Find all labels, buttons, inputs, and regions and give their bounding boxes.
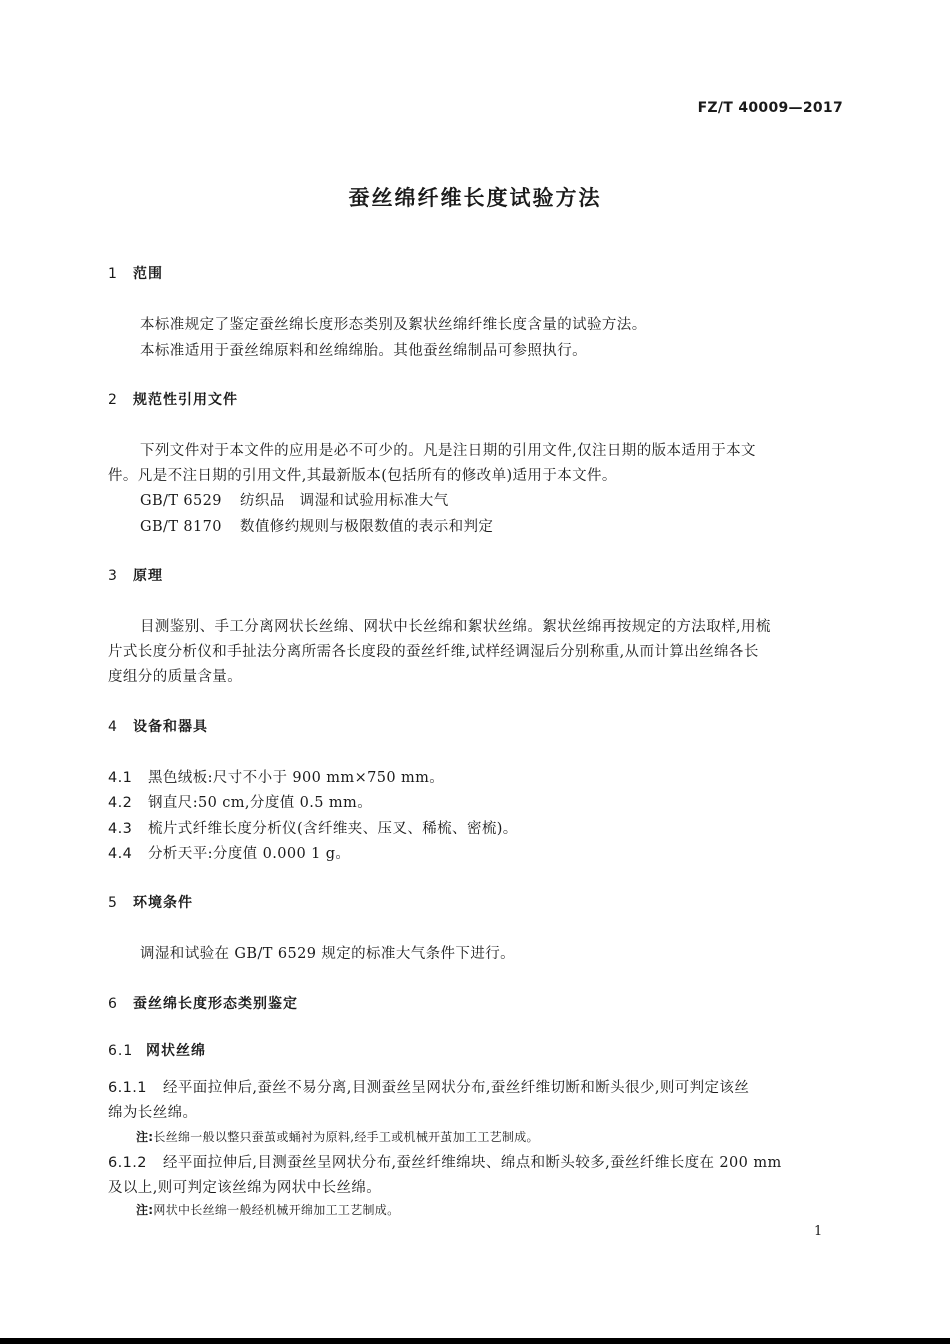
clause-line [108, 1151, 782, 1172]
section-title: 原理 [133, 568, 163, 584]
clause-line: 绵为长丝绵。 [108, 1105, 198, 1121]
item-number: 4.3 [108, 821, 133, 837]
normative-reference [140, 489, 449, 510]
paragraph-line: 片式长度分析仪和手扯法分离所需各长度段的蚕丝纤维,试样经调湿后分别称重,从而计算出丝绵各长 [108, 644, 759, 660]
section-title: 规范性引用文件 [133, 392, 238, 408]
clause-number: 6.1.1 [108, 1080, 147, 1096]
section-number: 6 [108, 996, 118, 1012]
item-number: 4.1 [108, 770, 133, 786]
section-number: 1 [108, 266, 118, 282]
subsection-title: 网状丝绵 [146, 1043, 206, 1059]
section-3-heading [108, 565, 163, 585]
reference-title: 纺织品 调湿和试验用标准大气 [240, 493, 449, 509]
reference-code: GB/T 8170 [140, 519, 222, 535]
normative-reference [140, 515, 493, 536]
page-bottom-border [0, 1338, 950, 1344]
reference-code: GB/T 6529 [140, 493, 222, 509]
page-number: 1 [814, 1224, 823, 1239]
paragraph-line: 目测鉴别、手工分离网状长丝绵、网状中长丝绵和絮状丝绵。絮状丝绵再按规定的方法取样,用梳 [140, 619, 771, 635]
note [136, 1201, 399, 1218]
clause-number: 6.1.2 [108, 1155, 147, 1171]
section-number: 4 [108, 719, 118, 735]
section-title: 范围 [133, 266, 163, 282]
note-label: 注: [136, 1130, 154, 1144]
clause-text: 经平面拉伸后,目测蚕丝呈网状分布,蚕丝纤维绵块、绵点和断头较多,蚕丝纤维长度在 200 mm [163, 1155, 782, 1171]
paragraph-line: 下列文件对于本文件的应用是必不可少的。凡是注日期的引用文件,仅注日期的版本适用于本文 [140, 443, 756, 459]
item-text: 黑色绒板:尺寸不小于 900 mm×750 mm。 [148, 770, 445, 786]
equipment-item [108, 842, 350, 863]
section-2-heading [108, 389, 238, 409]
paragraph-line: 件。凡是不注日期的引用文件,其最新版本(包括所有的修改单)适用于本文件。 [108, 468, 617, 484]
note [136, 1128, 539, 1145]
section-4-heading [108, 716, 208, 736]
item-number: 4.2 [108, 795, 133, 811]
clause-text: 经平面拉伸后,蚕丝不易分离,目测蚕丝呈网状分布,蚕丝纤维切断和断头很少,则可判定该丝 [163, 1080, 750, 1096]
paragraph: 本标准规定了鉴定蚕丝绵长度形态类别及絮状丝绵纤维长度含量的试验方法。 [140, 317, 647, 333]
document-title: 蚕丝绵纤维长度试验方法 [348, 186, 602, 210]
item-number: 4.4 [108, 846, 133, 862]
section-title: 蚕丝绵长度形态类别鉴定 [133, 996, 298, 1012]
section-number: 5 [108, 895, 118, 911]
section-title: 设备和器具 [133, 719, 208, 735]
section-1-heading [108, 263, 163, 283]
subsection-6-1-heading [108, 1040, 206, 1060]
section-title: 环境条件 [133, 895, 193, 911]
paragraph: 调湿和试验在 GB/T 6529 规定的标准大气条件下进行。 [140, 946, 516, 962]
equipment-item [108, 817, 518, 838]
clause-line [108, 1076, 749, 1097]
note-text: 网状中长丝绵一般经机械开绵加工工艺制成。 [153, 1203, 400, 1217]
subsection-number: 6.1 [108, 1043, 134, 1059]
document-id: FZ/T 40009—2017 [697, 100, 843, 116]
paragraph-line: 度组分的质量含量。 [108, 669, 243, 685]
item-text: 梳片式纤维长度分析仪(含纤维夹、压叉、稀梳、密梳)。 [148, 821, 518, 837]
section-number: 2 [108, 392, 118, 408]
equipment-item [108, 791, 372, 812]
section-6-heading [108, 993, 298, 1013]
item-text: 分析天平:分度值 0.000 1 g。 [148, 846, 351, 862]
note-label: 注: [136, 1203, 154, 1217]
section-5-heading [108, 892, 193, 912]
equipment-item [108, 766, 444, 787]
section-number: 3 [108, 568, 118, 584]
note-text: 长丝绵一般以整只蚕茧或蛹衬为原料,经手工或机械开茧加工工艺制成。 [153, 1130, 539, 1144]
item-text: 钢直尺:50 cm,分度值 0.5 mm。 [148, 795, 373, 811]
paragraph: 本标准适用于蚕丝绵原料和丝绵绵胎。其他蚕丝绵制品可参照执行。 [140, 343, 587, 359]
reference-title: 数值修约规则与极限数值的表示和判定 [240, 519, 494, 535]
clause-line: 及以上,则可判定该丝绵为网状中长丝绵。 [108, 1180, 382, 1196]
